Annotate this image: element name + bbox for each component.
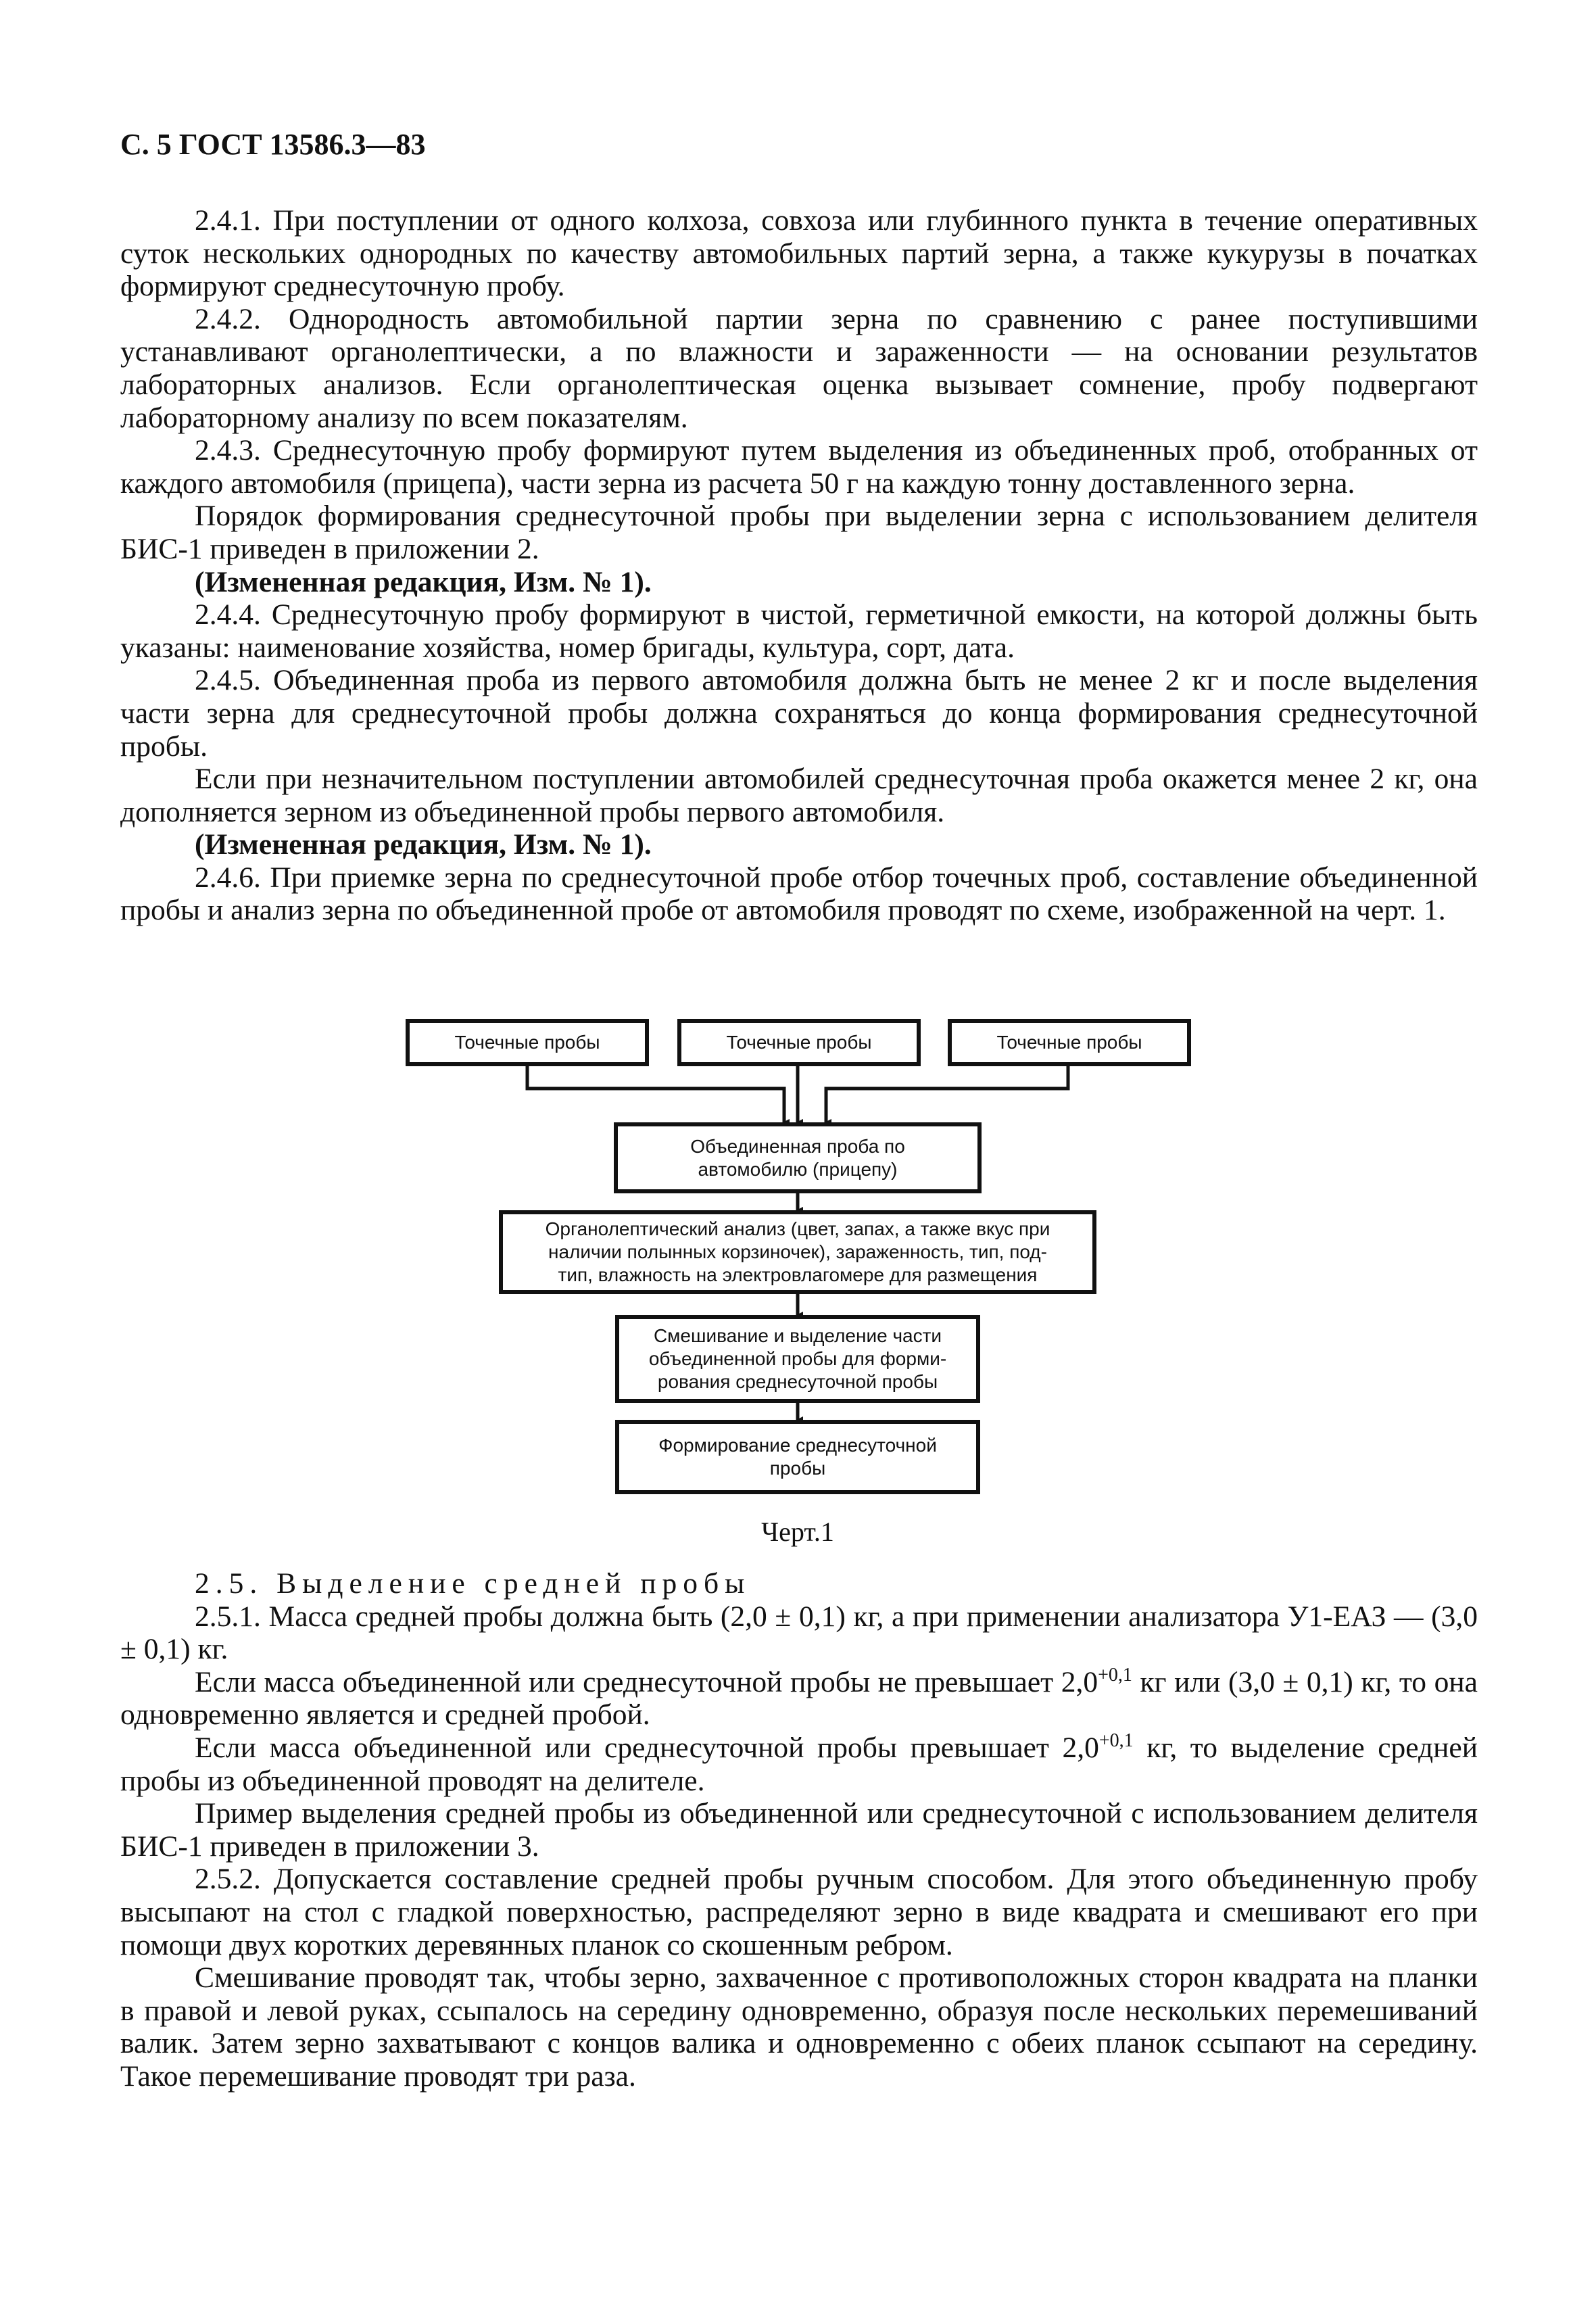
page-header: С. 5 ГОСТ 13586.3—83: [120, 128, 426, 161]
point-sample-box-1: [406, 1019, 649, 1066]
amendment-note-2: (Измененная редакция, Изм. № 1).: [195, 828, 652, 861]
organoleptic-analysis-box: [499, 1210, 1096, 1294]
paragraph-2-4-4: 2.4.4. Среднесуточную пробу формируют в чистой, герметичной емкости, на которой должны быть указаны: наименование хозяйства, номер бригады, культура, сорт, дата.: [120, 598, 1478, 664]
connector-right: [826, 1065, 1068, 1122]
section-heading-2-5: 2.5. Выделение средней пробы: [195, 1567, 751, 1600]
paragraph-2-4-1: 2.4.1. При поступлении от одного колхоза, совхоза или глубинного пункта в течение оперативных суток нескольких однородных по качеству автомобильных партий зерна, а также кукурузы в початках формируют среднесуточную пробу.: [120, 204, 1478, 303]
paragraph-order: Порядок формирования среднесуточной пробы при выделении зерна с использованием делителя БИС-1 приведен в приложении 2.: [120, 500, 1478, 565]
paragraph-2-4-5: 2.4.5. Объединенная проба из первого автомобиля должна быть не менее 2 кг и после выделения части зерна для среднесуточной пробы должна сохраняться до конца формирования среднесуточной пробы.: [120, 664, 1478, 763]
mass-b-text-start: Если масса объединенной или среднесуточной пробы превышает 2,0: [195, 1731, 1099, 1764]
organoleptic-line-2: наличии полынных корзиночек), зараженность, тип, под-: [548, 1241, 1047, 1262]
amendment-note-1: (Измененная редакция, Изм. № 1).: [195, 565, 652, 598]
mixing-line-2: объединенной пробы для форми-: [648, 1348, 947, 1369]
mixing-line-3: рования среднесуточной пробы: [657, 1371, 938, 1392]
paragraph-mixing: Смешивание проводят так, чтобы зерно, захваченное с противоположных сторон квадрата на планки в правой и левой руках, ссыпалось на середину одновременно, образуя после нескольких перемешиваний валик. Затем зерно захватывают с концов валика и одновременно с обеих планок ссыпают на середину. Такое перемешивание проводят три раза.: [120, 1961, 1478, 2093]
paragraph-if-small: Если при незначительном поступлении автомобилей среднесуточная проба окажется менее 2 кг, она дополняется зерном из объединенной пробы первого автомобиля.: [120, 763, 1478, 828]
paragraph-2-4-3: 2.4.3. Среднесуточную пробу формируют путем выделения из объединенных проб, отобранных от каждого автомобиля (прицепа), части зерна из расчета 50 г на каждую тонну доставленного зерна.: [120, 434, 1478, 500]
text-block-bottom: [120, 1567, 1478, 2093]
point-sample-label-1: Точечные пробы: [454, 1032, 600, 1053]
mixing-line-1: Смешивание и выделение части: [653, 1325, 942, 1346]
organoleptic-line-3: тип, влажность на электровлагомере для размещения: [558, 1264, 1038, 1285]
mixing-box: [615, 1315, 980, 1403]
point-sample-label-3: Точечные пробы: [996, 1032, 1142, 1053]
combined-sample-box: [614, 1122, 982, 1193]
combined-sample-line-1: Объединенная проба по: [690, 1135, 905, 1157]
mass-a-text-start: Если масса объединенной или среднесуточной пробы не превышает 2,0: [195, 1665, 1098, 1698]
mass-b-superscript: +0,1: [1098, 1729, 1134, 1751]
forming-line-1: Формирование среднесуточной: [658, 1435, 937, 1456]
point-sample-label-2: Точечные пробы: [726, 1032, 872, 1053]
connector-left: [527, 1065, 784, 1122]
forming-line-2: пробы: [769, 1458, 826, 1479]
combined-sample-line-2: автомобилю (прицепу): [698, 1158, 898, 1180]
mass-a-text-end: кг или (3,0 ± 0,1) кг, то она одновременно является и средней пробой.: [120, 1665, 1478, 1732]
paragraph-2-5-2: 2.5.2. Допускается составление средней пробы ручным способом. Для этого объединенную пробу высыпают на стол с гладкой поверхностью, распределяют зерно в виде квадрата и смешивают его при помощи двух коротких деревянных планок со скошенным ребром.: [120, 1863, 1478, 1961]
paragraph-2-4-2: 2.4.2. Однородность автомобильной партии зерна по сравнению с ранее поступившими устанавливают органолептически, а по влажности и зараженности — на основании результатов лабораторных анализов. Если органолептическая оценка вызывает сомнение, пробу подвергают лабораторному анализу по всем показателям.: [120, 302, 1478, 434]
paragraph-mass-a: [120, 1666, 1478, 1732]
point-sample-box-3: [948, 1019, 1191, 1066]
paragraph-2-4-6: 2.4.6. При приемке зерна по среднесуточной пробе отбор точечных проб, составление объединенной пробы и анализ зерна по объединенной пробе от автомобиля проводят по схеме, изображенной на черт. 1.: [120, 861, 1478, 927]
text-block-top: [120, 204, 1478, 927]
organoleptic-line-1: Органолептический анализ (цвет, запах, а также вкус при: [545, 1218, 1050, 1239]
paragraph-mass-b: [120, 1729, 1478, 1797]
mass-a-superscript: +0,1: [1098, 1664, 1132, 1686]
paragraph-example: Пример выделения средней пробы из объединенной или среднесуточной с использованием делителя БИС-1 приведен в приложении 3.: [120, 1797, 1478, 1863]
forming-box: [615, 1420, 980, 1494]
paragraph-2-5-1: 2.5.1. Масса средней пробы должна быть (2,0 ± 0,1) кг, а при применении анализатора У1-ЕАЗ — (3,0 ± 0,1) кг.: [120, 1600, 1478, 1666]
figure-caption: Черт.1: [761, 1517, 834, 1547]
point-sample-box-2: [677, 1019, 921, 1066]
mass-b-text-end: кг, то выделение средней пробы из объединенной проводят на делителе.: [120, 1731, 1478, 1797]
